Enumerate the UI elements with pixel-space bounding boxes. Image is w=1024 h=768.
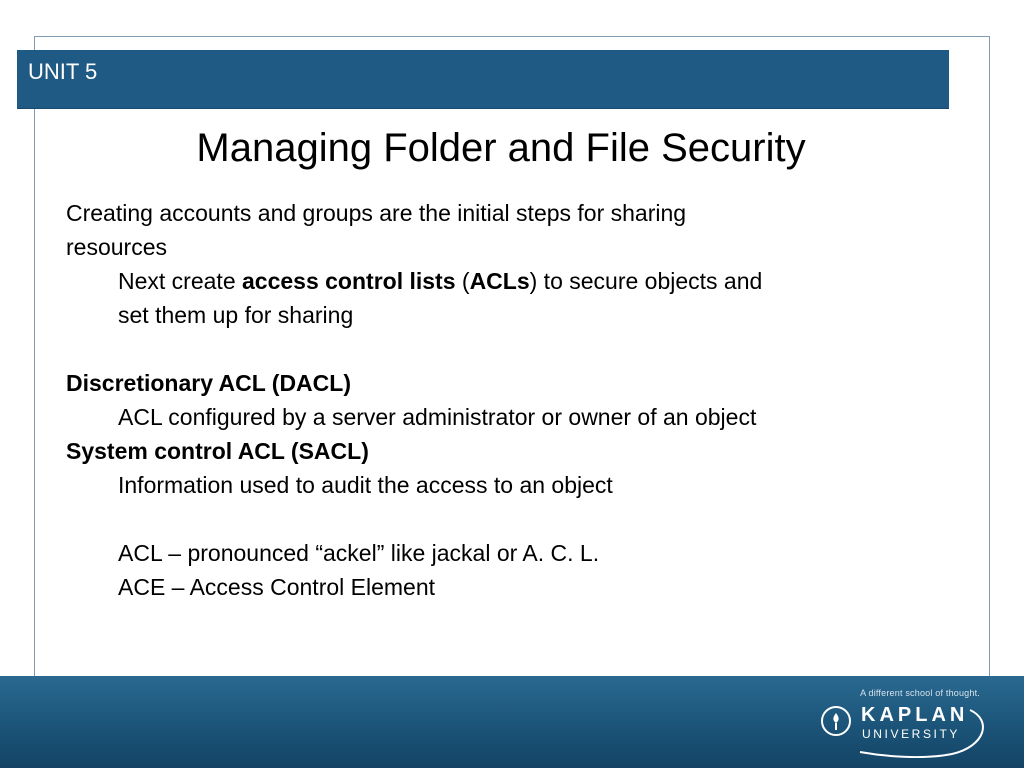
acl-abbrev: ACLs [469, 268, 530, 294]
ace-definition-note: ACE – Access Control Element [118, 574, 436, 600]
slide-title: Managing Folder and File Security [196, 126, 806, 170]
acl-paren-open: ( [455, 268, 470, 294]
acl-intro-text: Next create [118, 268, 242, 294]
body-line-1: Creating accounts and groups are the initial steps for sharing [66, 200, 687, 226]
acl-term: access control lists [242, 268, 456, 294]
spacer [66, 332, 946, 366]
footer-bar [0, 676, 1024, 768]
body-line-2: resources [66, 234, 167, 260]
spacer [66, 502, 946, 536]
logo-subtitle: UNIVERSITY [862, 727, 961, 741]
kaplan-logo [818, 700, 988, 756]
unit-header-bar [17, 50, 949, 109]
logo-wordmark: KAPLAN [861, 704, 969, 726]
sacl-description: Information used to audit the access to an object [118, 472, 613, 498]
dacl-description: ACL configured by a server administrator or owner of an object [118, 404, 757, 430]
body-line-3 [66, 264, 946, 298]
torch-icon [821, 706, 851, 736]
sacl-heading: System control ACL (SACL) [66, 438, 369, 464]
body-line-4: set them up for sharing [118, 302, 354, 328]
acl-intro-rest: ) to secure objects and [529, 268, 763, 294]
slide-body [66, 196, 946, 604]
acl-pronunciation-note: ACL – pronounced “ackel” like jackal or A. C. L. [118, 540, 600, 566]
footer-tagline: A different school of thought. [860, 688, 980, 698]
unit-label: UNIT 5 [28, 59, 98, 84]
dacl-heading: Discretionary ACL (DACL) [66, 370, 351, 396]
